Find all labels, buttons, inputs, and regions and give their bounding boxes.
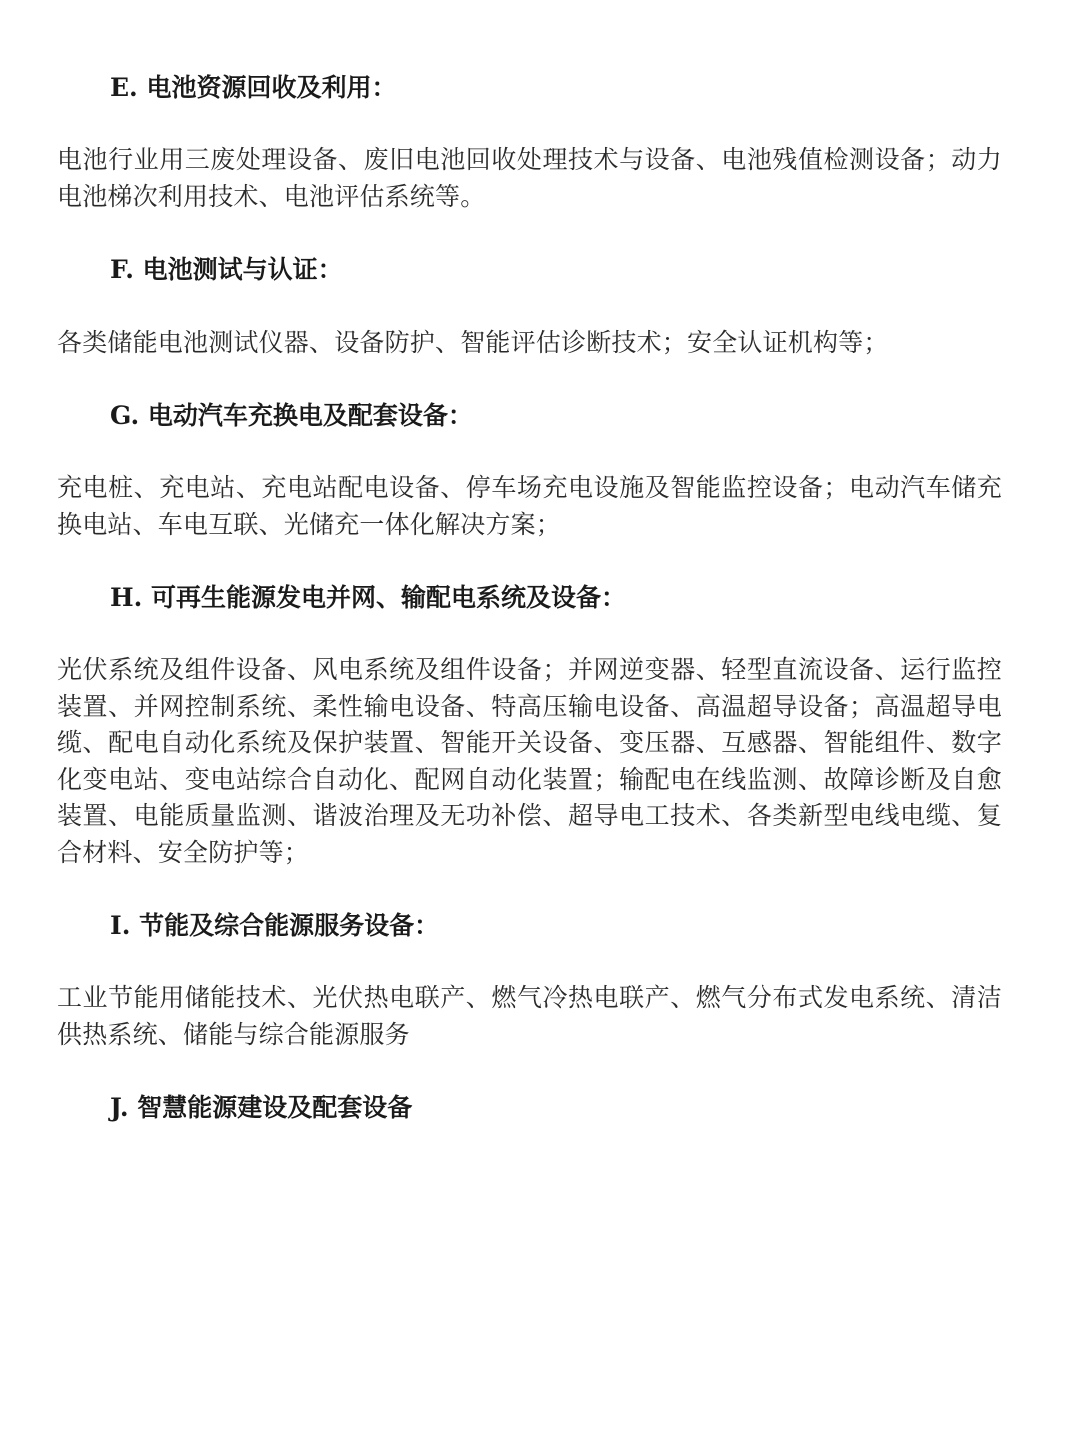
section-heading-i: I. 节能及综合能源服务设备： (110, 911, 440, 940)
section-body-g: 充电桩、充电站、充电站配电设备、停车场充电设施及智能监控设备；电动汽车储充换电站、车电互联、光储充一体化解决方案； (57, 473, 1002, 539)
section-heading-j: J. 智慧能源建设及配套设备 (110, 1093, 413, 1122)
section-heading-h: H. 可再生能源发电并网、输配电系统及设备： (110, 583, 627, 612)
section-heading-g: G. 电动汽车充换电及配套设备： (110, 401, 473, 430)
section-body-h: 光伏系统及组件设备、风电系统及组件设备；并网逆变器、轻型直流设备、运行监控装置、并网控制系统、柔性输电设备、特高压输电设备、高温超导设备；高温超导电缆、配电自动化系统及保护装置、智能开关设备、变压器、互感器、智能组件、数字化变电站、变电站综合自动化、配网自动化装置；输配电在线监测、故障诊断及自愈装置、电能质量监测、谐波治理及无功补偿、超导电工技术、各类新型电线电缆、复合材料、安全防护等； (57, 655, 1002, 867)
section-body-i: 工业节能用储能技术、光伏热电联产、燃气冷热电联产、燃气分布式发电系统、清洁供热系统、储能与综合能源服务 (57, 983, 1002, 1049)
section-body-e: 电池行业用三废处理设备、废旧电池回收处理技术与设备、电池残值检测设备；动力电池梯次利用技术、电池评估系统等。 (57, 145, 1002, 211)
section-body-f: 各类储能电池测试仪器、设备防护、智能评估诊断技术；安全认证机构等； (57, 328, 889, 357)
section-heading-e: E. 电池资源回收及利用： (110, 73, 397, 102)
section-heading-f: F. 电池测试与认证： (110, 255, 343, 284)
